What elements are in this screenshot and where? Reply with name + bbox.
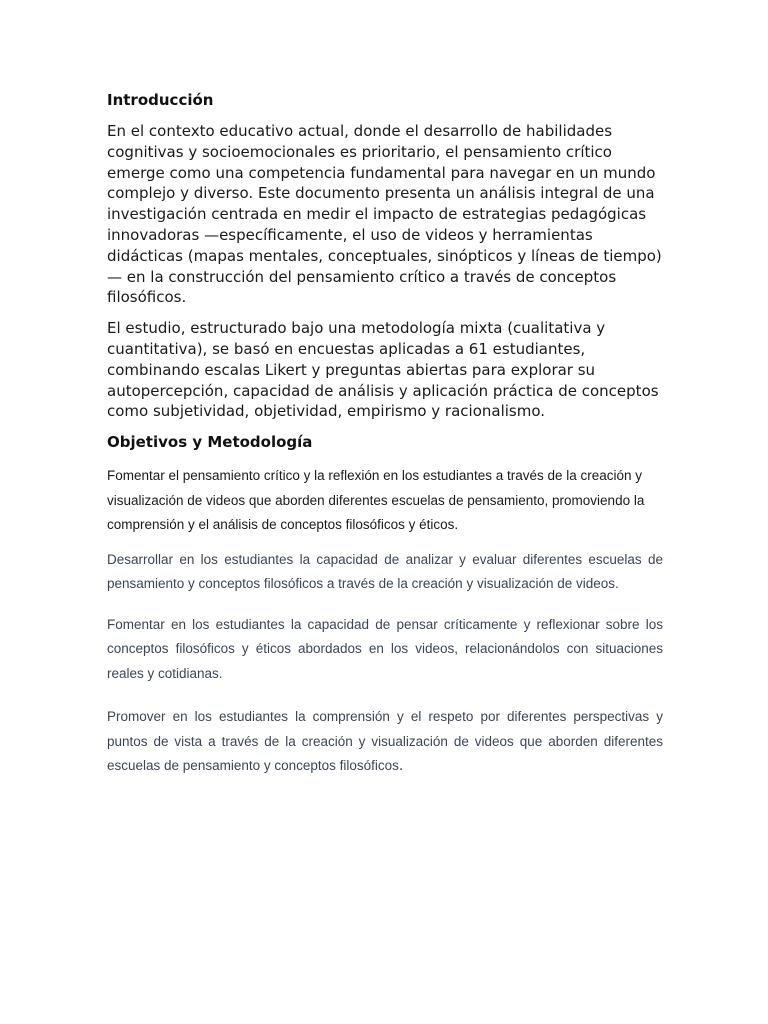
objective-paragraph-1: Fomentar el pensamiento crítico y la reflexión en los estudiantes a través de la creación y visualización de videos que aborden diferentes escuelas de pensamiento, promoviendo la comprensión y el análisis de conceptos filosóficos y éticos.: [107, 468, 645, 533]
objective-paragraph-3: Fomentar en los estudiantes la capacidad de pensar críticamente y reflexionar sobre los conceptos filosóficos y éticos abordados en los videos, relacionándolos con situaciones reales y cotidianas.: [107, 616, 663, 681]
objective-paragraph-2: Desarrollar en los estudiantes la capacidad de analizar y evaluar diferentes escuelas de pensamiento y conceptos filosóficos a través de la creación y visualización de videos.: [107, 551, 663, 592]
intro-paragraph-1: En el contexto educativo actual, donde el desarrollo de habilidades cognitivas y socioemocionales es prioritario, el pensamiento crítico emerge como una competencia fundamental para navegar en un mundo complejo y diverso. Este documento presenta un análisis integral de una investigación centrada en medir el impacto de estrategias pedagógicas innovadoras —específicamente, el uso de videos y herramientas didácticas (mapas mentales, conceptuales, sinópticos y líneas de tiempo)— en la construcción del pensamiento crítico a través de conceptos filosóficos.: [107, 122, 662, 307]
objective-paragraph-4-text: Promover en los estudiantes la comprensión y el respeto por diferentes perspectivas y puntos de vista a través de la creación y visualización de videos que aborden diferentes escuelas de pensamiento y conceptos filosóficos: [107, 709, 663, 774]
objective-paragraph-4: [107, 705, 663, 779]
objective-paragraph-4-period: .: [398, 757, 404, 775]
objetivos-heading: Objetivos y Metodología: [107, 433, 313, 452]
intro-paragraph-2: El estudio, estructurado bajo una metodología mixta (cualitativa y cuantitativa), se basó en encuestas aplicadas a 61 estudiantes, combinando escalas Likert y preguntas abiertas para explorar su autopercepción, capacidad de análisis y aplicación práctica de conceptos como subjetividad, objetividad, empirismo y racionalismo.: [107, 319, 659, 421]
introduccion-heading: Introducción: [107, 91, 214, 109]
document-body: [107, 90, 663, 779]
